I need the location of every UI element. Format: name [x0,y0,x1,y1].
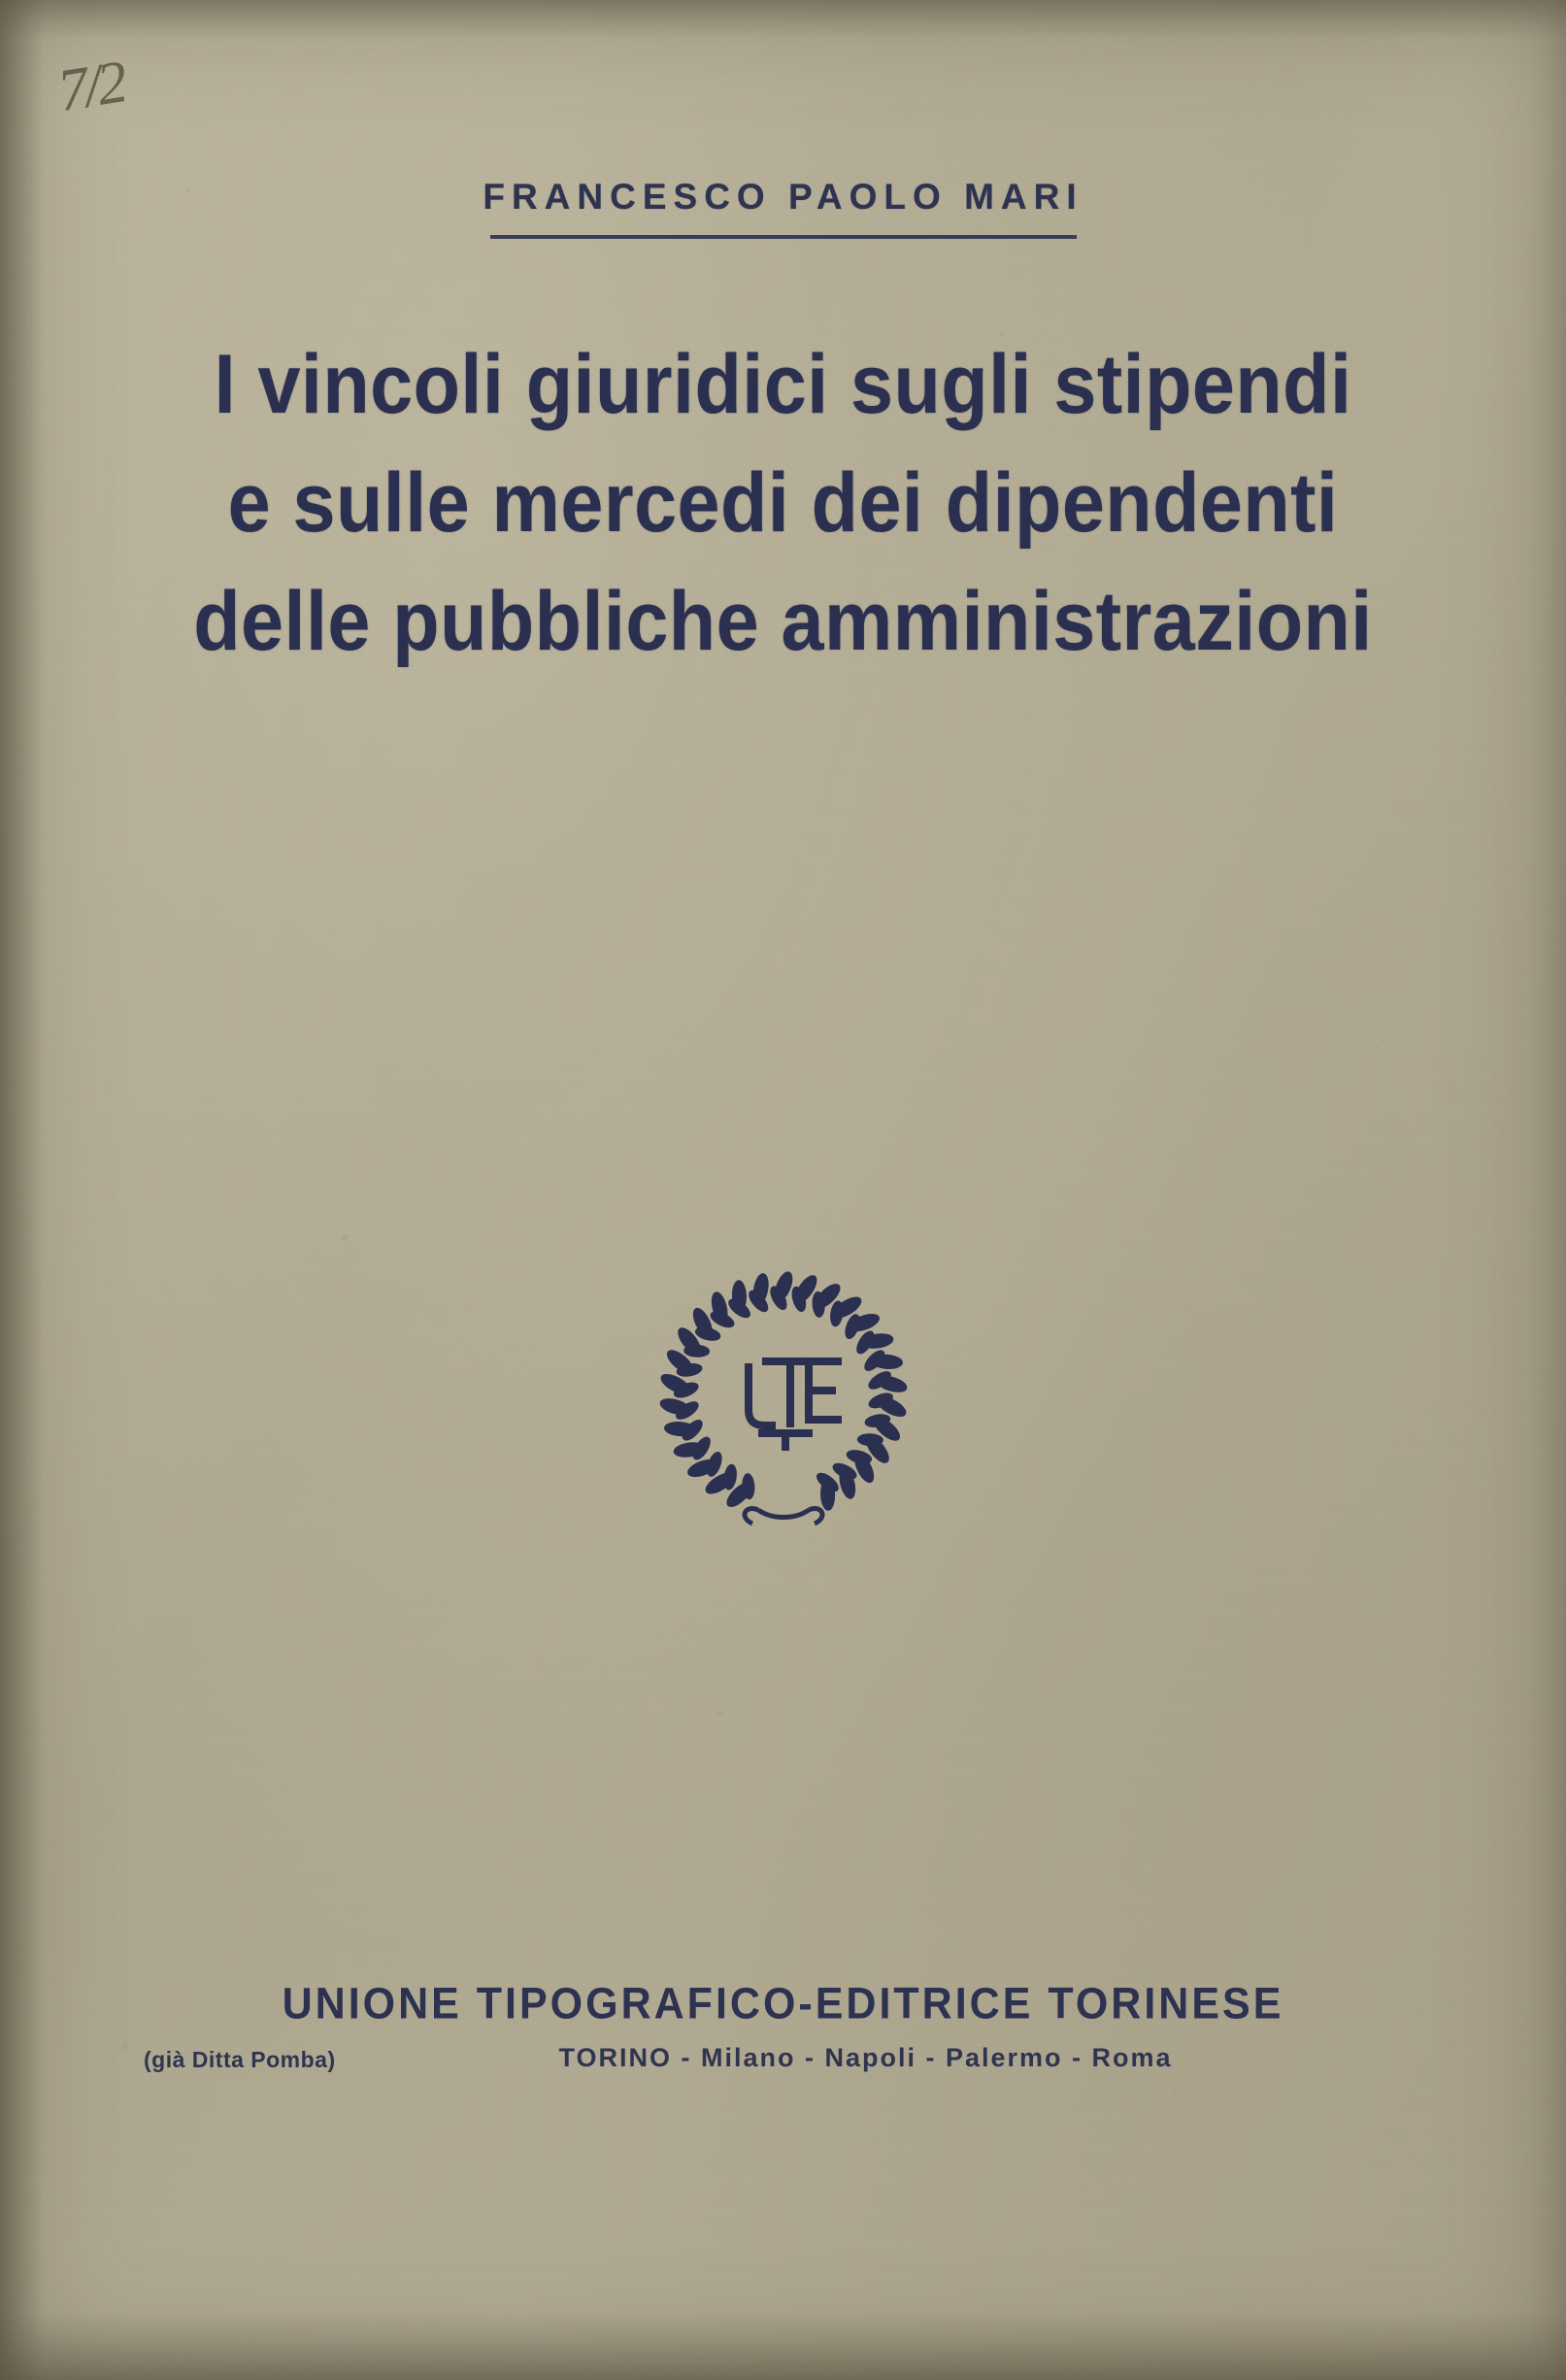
publisher-former-name: (già Ditta Pomba) [144,2047,336,2072]
handwritten-pencil-mark: 7/2 [53,49,129,125]
publisher-name: UNIONE TIPOGRAFICO-EDITRICE TORINESE [282,1979,1284,2029]
publisher-block [0,1981,1566,2028]
title-line-2: e sulle mercedi dei dipendenti [227,456,1339,551]
publisher-cities: TORINO - Milano - Napoli - Palermo - Roma [558,2043,1173,2072]
book-title [93,325,1473,681]
page-edge-top-shadow [0,0,1566,39]
title-line-1: I vincoli giuridici sugli stipendi [214,338,1352,431]
author-underline-rule [490,235,1077,239]
author-name: FRANCESCO PAOLO MARI [483,177,1083,217]
page-edge-bottom-shadow [0,2312,1566,2380]
title-line-3: delle pubbliche amministrazioni [193,575,1373,669]
utet-laurel-wreath-emblem [648,1253,919,1534]
